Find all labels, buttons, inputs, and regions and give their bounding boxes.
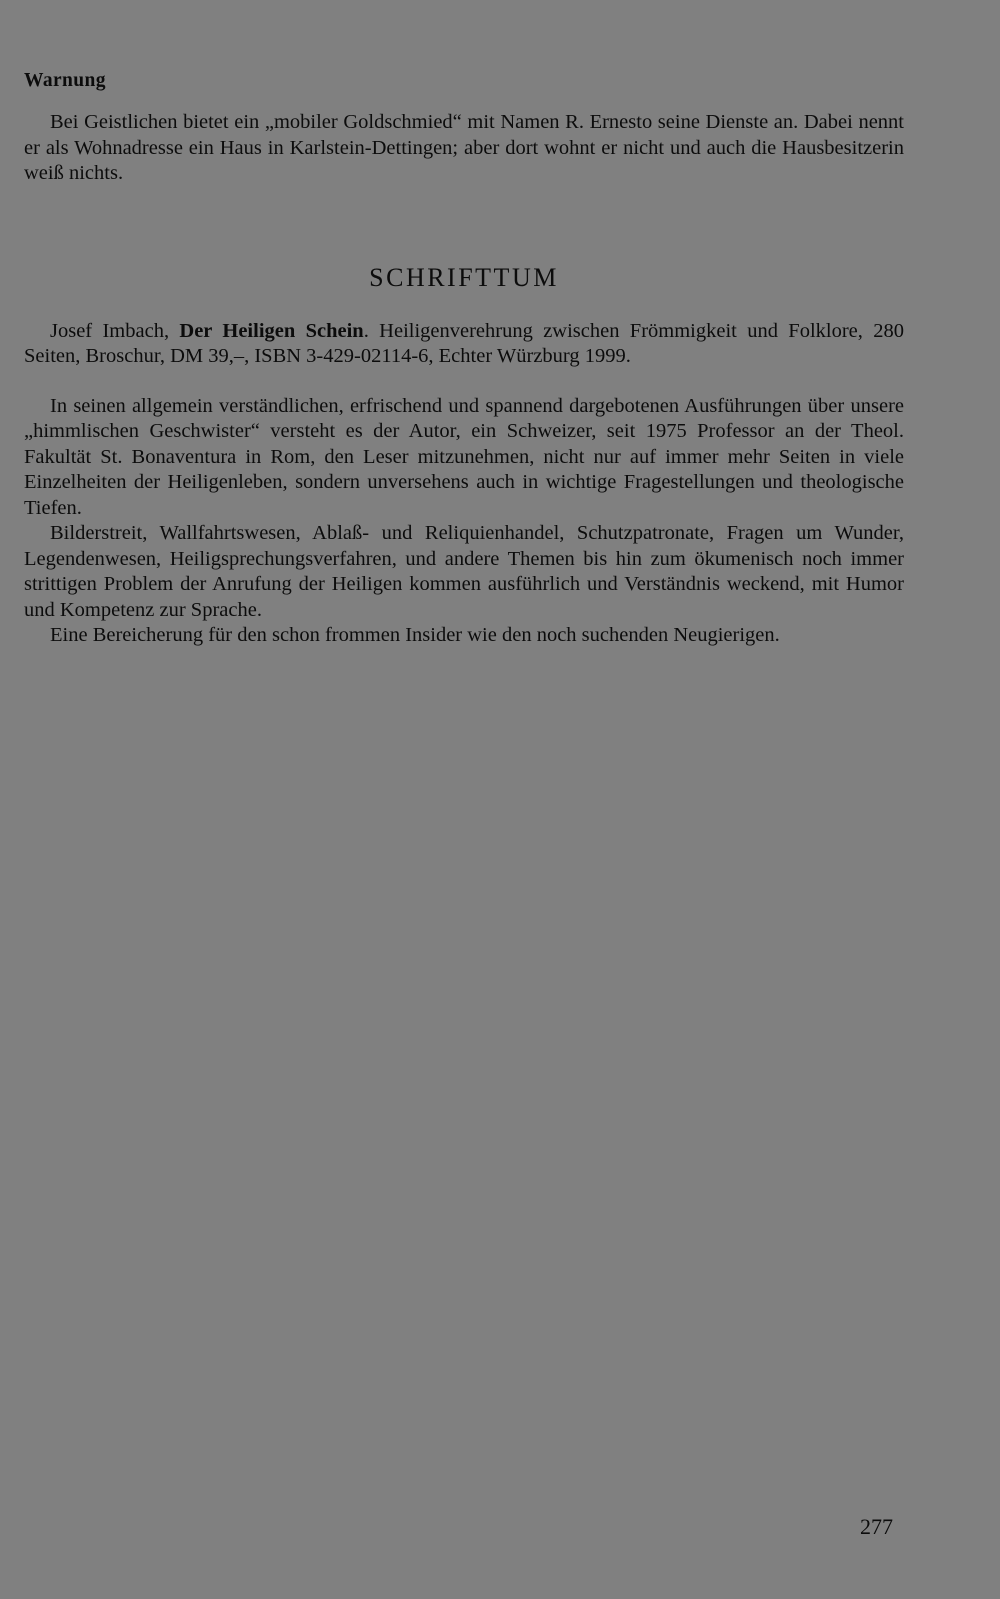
review-paragraph: Eine Bereicherung für den schon frommen Insider wie den noch suchenden Neugierigen. [50, 624, 780, 646]
notice-heading: Warnung [24, 70, 106, 91]
notice-text: Bei Geistlichen bietet ein „mobiler Goldschmied“ mit Namen R. Ernesto seine Dienste an. Dabei nennt er als Wohnadresse ein Haus in Karlstein-Dettingen; aber dort wohnt er nicht und auch die Hausbesitzerin weiß nichts. [24, 111, 904, 184]
book-reference [24, 319, 904, 370]
review-paragraph: In seinen allgemein verständlichen, erfrischend und spannend dargebotenen Ausführungen über unsere „himmlischen Geschwister“ versteht es der Autor, ein Schweizer, seit 1975 Professor an der Theol. Fakultät St. Bonaventura in Rom, den Leser mitzunehmen, nicht nur auf immer mehr Seiten in viele Einzelheiten der Heiligenleben, sondern unversehens auch in wichtige Fragestellungen und theologische Tiefen. [24, 394, 904, 519]
book-details: . Heiligenverehrung zwischen Frömmigkeit und Folklore, 280 Seiten, Broschur, DM 39,–, ISBN 3-429-02114-6, Echter Würzburg 1999. [24, 319, 904, 367]
book-title: Der Heiligen Schein [179, 319, 364, 342]
document-page [24, 70, 904, 649]
book-review [24, 394, 904, 649]
review-paragraph: Bilderstreit, Wallfahrtswesen, Ablaß- und Reliquienhandel, Schutzpatronate, Fragen um Wunder, Legendenwesen, Heiligsprechungsverfahren, und andere Themen bis hin zum ökumenisch noch immer strittigen Problem der Anrufung der Heiligen kommen ausführlich und Verständnis weckend, mit Humor und Kompetenz zur Sprache. [24, 522, 904, 621]
section-title: SCHRIFTTUM [369, 262, 559, 292]
page-number: 277 [860, 1514, 893, 1539]
book-author: Josef Imbach, [50, 319, 180, 342]
